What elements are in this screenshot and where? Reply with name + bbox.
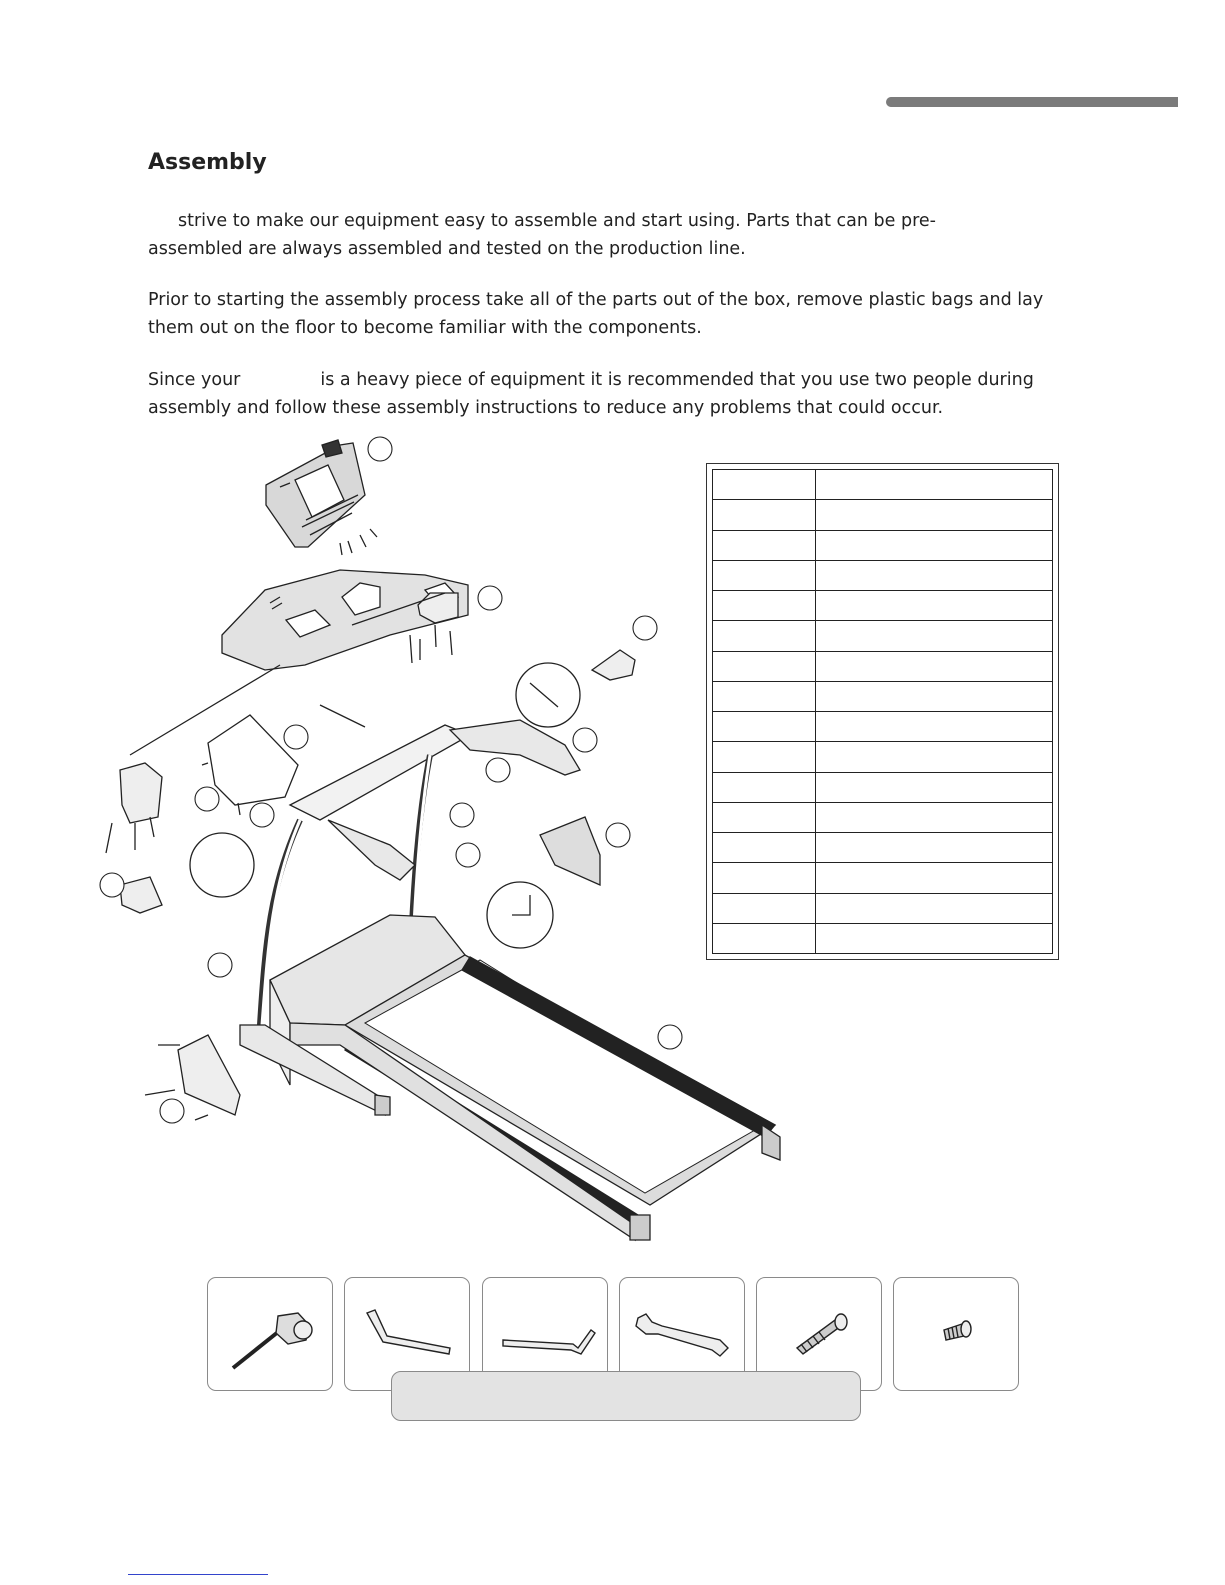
parts-table-row [713, 742, 1053, 772]
part-description-cell [816, 863, 1053, 893]
part-description-cell [816, 560, 1053, 590]
parts-table-row [713, 772, 1053, 802]
parts-table-row [713, 591, 1053, 621]
side-cap-right [540, 817, 600, 885]
part-description-cell [816, 530, 1053, 560]
parts-table-row [713, 500, 1053, 530]
footer-link-underline [128, 1574, 268, 1575]
treadmill-exploded-diagram [90, 425, 790, 1255]
part-number-cell [713, 863, 816, 893]
safety-text-part-2: is a heavy piece of equipment it is recommended that you use two people during assembly and follow these assembly instructions to reduce any problems that could occur. [148, 370, 1034, 418]
parts-table-row [713, 651, 1053, 681]
part-number-cell [713, 500, 816, 530]
parts-table-row [713, 893, 1053, 923]
tools-caption-banner [391, 1371, 861, 1421]
part-number-cell [713, 530, 816, 560]
part-description-cell [816, 681, 1053, 711]
tool-box-6 [893, 1277, 1019, 1391]
part-description-cell [816, 591, 1053, 621]
parts-table-row [713, 923, 1053, 953]
detail-circle-1 [516, 663, 580, 727]
part-number-cell [713, 621, 816, 651]
parts-table-row [713, 470, 1053, 500]
short-screw-icon [894, 1278, 1020, 1392]
part-description-cell [816, 621, 1053, 651]
tool-box-1 [207, 1277, 333, 1391]
intro-paragraph [148, 207, 1068, 263]
part-description-cell [816, 742, 1053, 772]
safety-text-part-1: Since your [148, 370, 241, 390]
part-number-cell [713, 742, 816, 772]
parts-table-row [713, 712, 1053, 742]
parts-list-table [706, 463, 1059, 960]
page-title: Assembly [148, 150, 267, 175]
parts-table-row [713, 802, 1053, 832]
cup-holder-left [106, 763, 162, 853]
part-description-cell [816, 500, 1053, 530]
part-description-cell [816, 712, 1053, 742]
console-part [266, 440, 377, 555]
part-number-cell [713, 591, 816, 621]
part-number-cell [713, 712, 816, 742]
part-number-cell [713, 681, 816, 711]
part-description-cell [816, 893, 1053, 923]
part-number-cell [713, 802, 816, 832]
intro-line-1: strive to make our equipment easy to assemble and start using. Parts that can be pre- [178, 211, 936, 231]
side-cap-left [120, 877, 162, 913]
part-description-cell [816, 772, 1053, 802]
part-number-cell [713, 893, 816, 923]
part-number-cell [713, 923, 816, 953]
part-number-cell [713, 833, 816, 863]
parts-table-row [713, 560, 1053, 590]
top-cap-right [592, 650, 635, 680]
intro-line-2: assembled are always assembled and tested on the production line. [148, 239, 746, 259]
part-description-cell [816, 833, 1053, 863]
part-description-cell [816, 651, 1053, 681]
socket-wrench-icon [208, 1278, 334, 1392]
preparation-paragraph: Prior to starting the assembly process take all of the parts out of the box, remove plastic bags and lay them out on the floor to become familiar with the components. [148, 290, 1044, 338]
parts-table-row [713, 863, 1053, 893]
detail-circle-2 [190, 833, 254, 897]
safety-paragraph [148, 366, 1068, 422]
part-description-cell [816, 923, 1053, 953]
part-number-cell [713, 651, 816, 681]
part-description-cell [816, 470, 1053, 500]
parts-table-row [713, 621, 1053, 651]
part-description-cell [816, 802, 1053, 832]
rear-cover-part [145, 1035, 240, 1120]
parts-table-row [713, 530, 1053, 560]
part-number-cell [713, 560, 816, 590]
part-number-cell [713, 470, 816, 500]
header-decor-bar [886, 97, 1178, 107]
parts-table-row [713, 833, 1053, 863]
part-number-cell [713, 772, 816, 802]
parts-table-row [713, 681, 1053, 711]
parts-list-grid [712, 469, 1053, 954]
